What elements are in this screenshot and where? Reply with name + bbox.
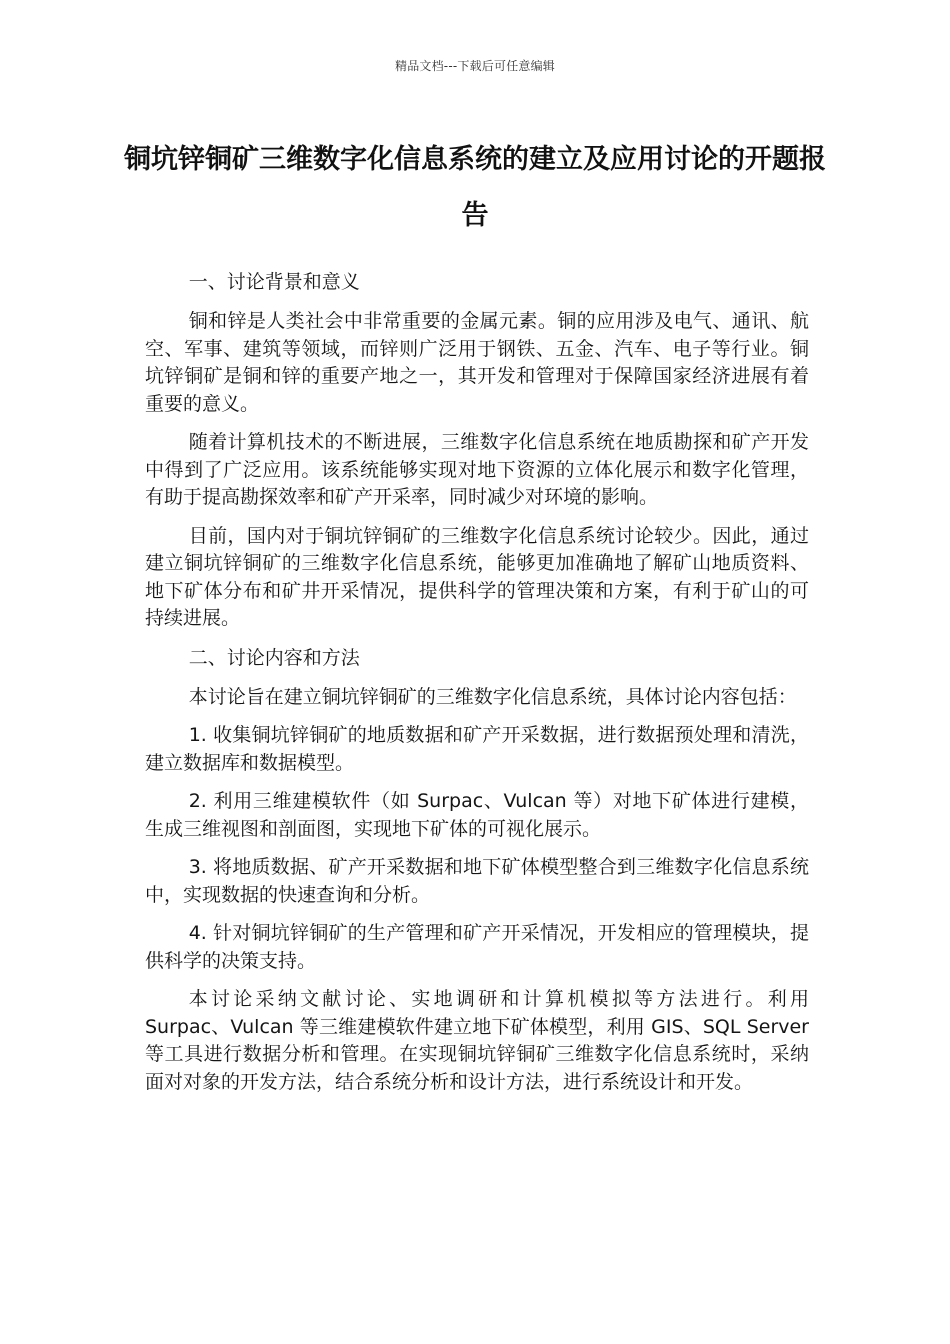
list-item: 3. 将地质数据、矿产开采数据和地下矿体模型整合到三维数字化信息系统中，实现数据的快速查询和分析。	[145, 856, 809, 906]
paragraph: 本讨论采纳文献讨论、实地调研和计算机模拟等方法进行。利用 Surpac、Vulcan 等三维建模软件建立地下矿体模型，利用 GIS、SQL Server 等工具进行数据分析和管理。在实现铜坑锌铜矿三维数字化信息系统时，采纳面对对象的开发方法，结合系统分析和设计方法，进行系统设计和开发。	[145, 988, 809, 1093]
list-item: 2. 利用三维建模软件（如 Surpac、Vulcan 等）对地下矿体进行建模，生成三维视图和剖面图，实现地下矿体的可视化展示。	[145, 790, 809, 840]
section-heading-content-methods: 二、讨论内容和方法	[188, 646, 360, 669]
paragraph: 铜和锌是人类社会中非常重要的金属元素。铜的应用涉及电气、通讯、航空、军事、建筑等领域，而锌则广泛用于钢铁、五金、汽车、电子等行业。铜坑锌铜矿是铜和锌的重要产地之一，其开发和管理对于保障国家经济进展有着重要的意义。	[145, 310, 809, 415]
header-note: 精品文档---下载后可任意编辑	[395, 59, 555, 73]
paragraph: 本讨论旨在建立铜坑锌铜矿的三维数字化信息系统，具体讨论内容包括：	[188, 685, 797, 708]
section-heading-background: 一、讨论背景和意义	[188, 271, 360, 293]
list-item: 1. 收集铜坑锌铜矿的地质数据和矿产开采数据，进行数据预处理和清洗，建立数据库和数据模型。	[145, 724, 809, 774]
document-title: 铜坑锌铜矿三维数字化信息系统的建立及应用讨论的开题报告	[124, 144, 826, 231]
document-body	[145, 268, 809, 1107]
paragraph: 目前，国内对于铜坑锌铜矿的三维数字化信息系统讨论较少。因此，通过建立铜坑锌铜矿的三维数字化信息系统，能够更加准确地了解矿山地质资料、地下矿体分布和矿井开采情况，提供科学的管理决策和方案，有利于矿山的可持续进展。	[145, 524, 809, 629]
list-item: 4. 针对铜坑锌铜矿的生产管理和矿产开采情况，开发相应的管理模块，提供科学的决策支持。	[145, 922, 809, 972]
paragraph: 随着计算机技术的不断进展，三维数字化信息系统在地质勘探和矿产开发中得到了广泛应用。该系统能够实现对地下资源的立体化展示和数字化管理，有助于提高勘探效率和矿产开采率，同时减少对环境的影响。	[145, 431, 809, 508]
